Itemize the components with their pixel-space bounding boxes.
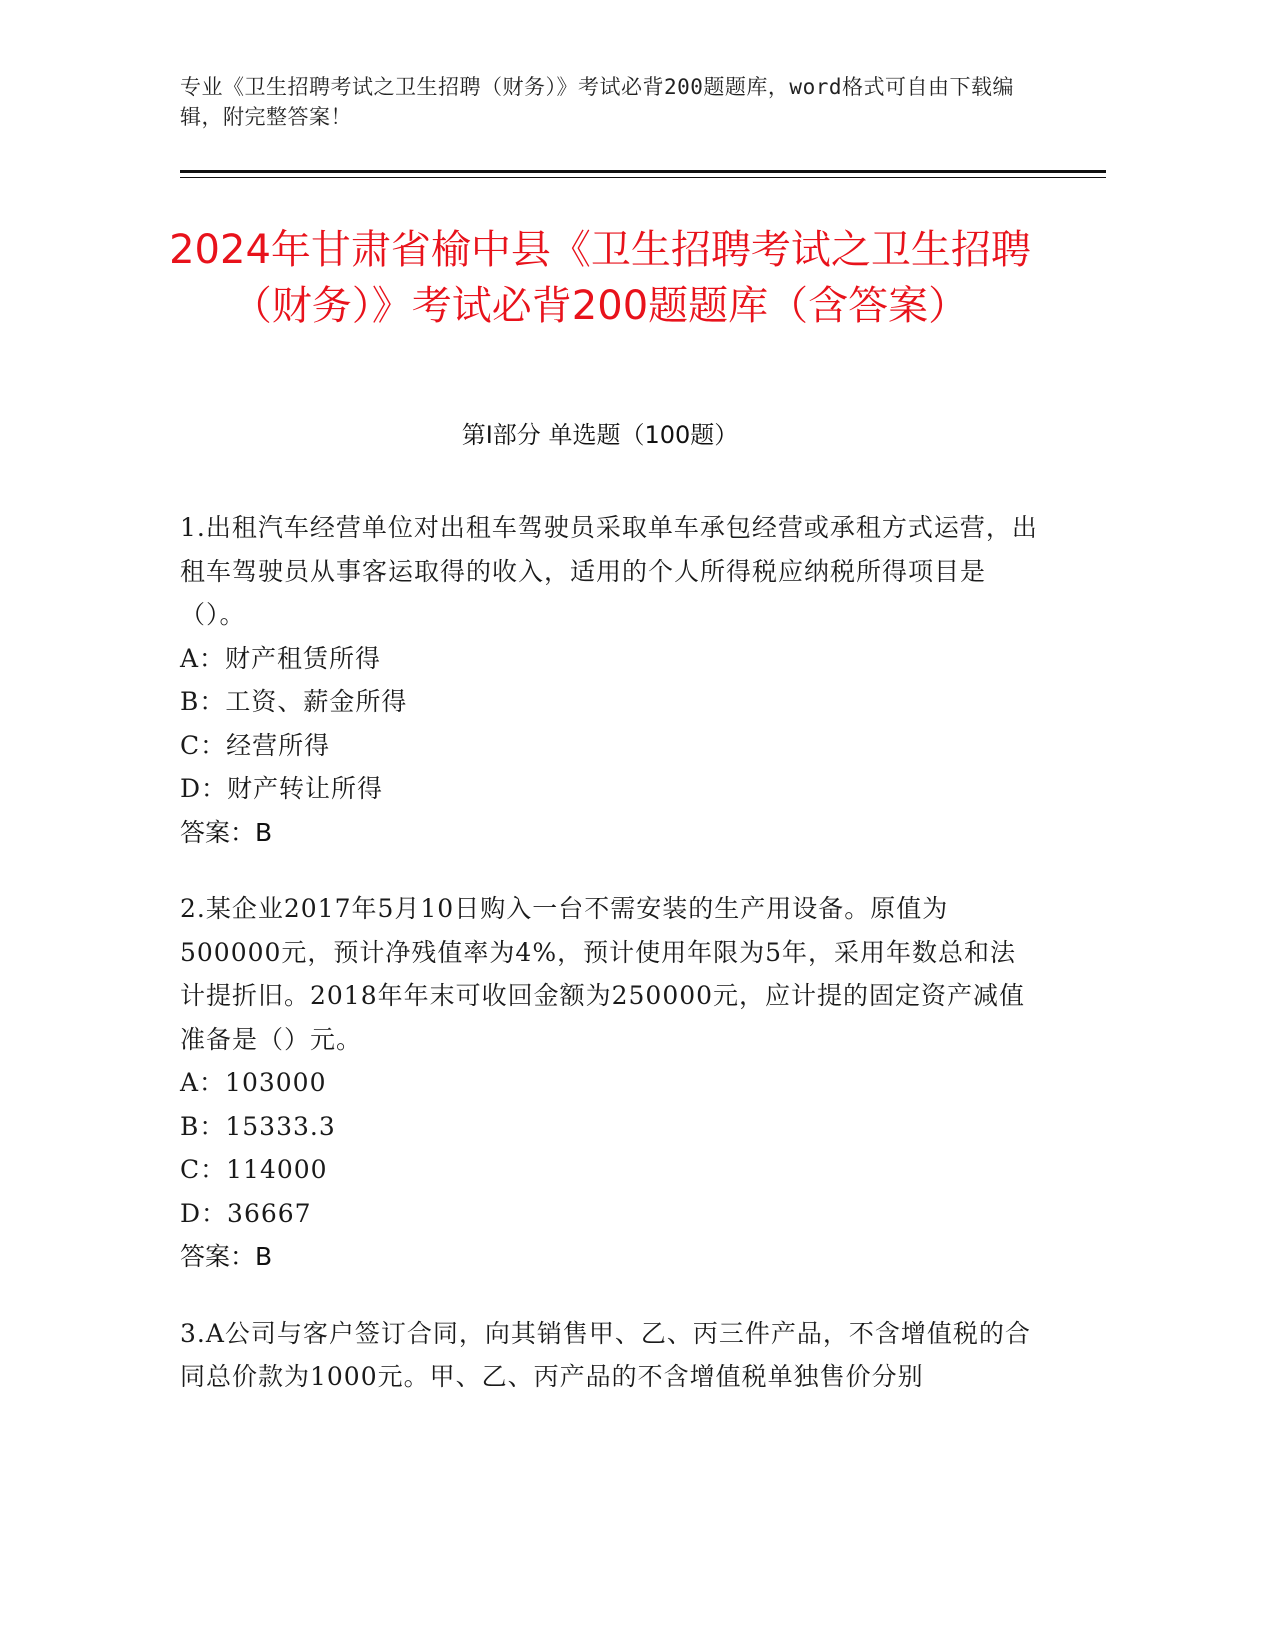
- option-c: C：114000: [180, 1155, 328, 1184]
- answer-line: 答案：B: [180, 817, 273, 847]
- header-note: 专业《卫生招聘考试之卫生招聘（财务）》考试必背200题题库，word格式可自由下载编辑，附完整答案！: [180, 75, 1014, 129]
- question-stem: 1.出租汽车经营单位对出租车驾驶员采取单车承包经营或承租方式运营，出租车驾驶员从事客运取得的收入，适用的个人所得税应纳税所得项目是（）。: [180, 513, 1038, 629]
- option-b: B：15333.3: [180, 1111, 336, 1141]
- question-list: [180, 506, 1040, 1432]
- section-heading: 第I部分 单选题（100题）: [461, 421, 739, 449]
- question-stem: 3.A公司与客户签订合同，向其销售甲、乙、丙三件产品，不含增值税的合同总价款为1000元。甲、乙、丙产品的不含增值税单独售价分别: [180, 1318, 1031, 1391]
- option-a: A：103000: [180, 1068, 327, 1097]
- question-3: [180, 1312, 1040, 1399]
- answer-line: 答案：B: [180, 1242, 273, 1271]
- question-stem: 2.某企业2017年5月10日购入一台不需安装的生产用设备。原值为500000元，预计净残值率为4%，预计使用年限为5年，采用年数总和法计提折旧。2018年年末可收回金额为250000元，应计提的固定资产减值准备是（）元。: [180, 894, 1026, 1054]
- option-d: D：财产转让所得: [180, 774, 384, 803]
- header-divider-thick: [180, 170, 1106, 173]
- question-2: [180, 887, 1040, 1279]
- header-divider-thin: [180, 177, 1106, 178]
- question-1: [180, 506, 1040, 854]
- option-b: B：工资、薪金所得: [180, 687, 408, 716]
- option-c: C：经营所得: [180, 730, 331, 760]
- option-a: A：财产租赁所得: [180, 643, 382, 673]
- option-d: D：36667: [180, 1198, 312, 1228]
- document-title: 2024年甘肃省榆中县《卫生招聘考试之卫生招聘（财务）》考试必背200题题库（含答案）: [169, 227, 1031, 329]
